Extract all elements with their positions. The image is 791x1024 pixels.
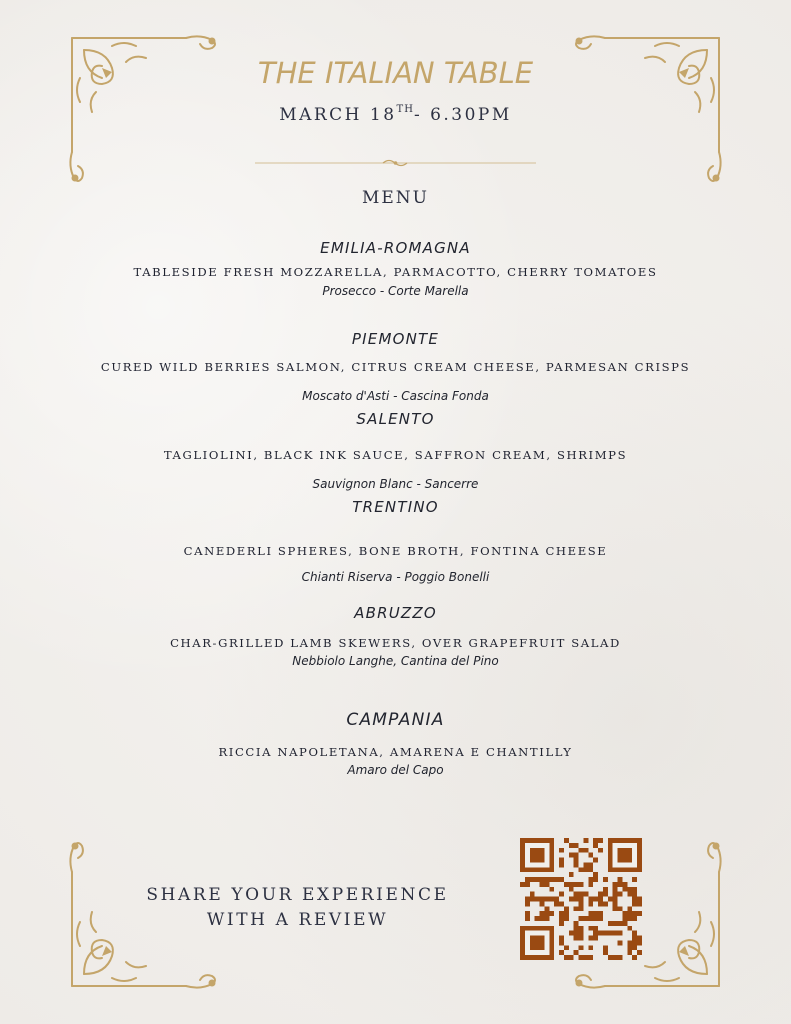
qr-module (627, 892, 632, 897)
qr-module (583, 892, 588, 897)
qr-module (583, 955, 588, 960)
qr-module (613, 882, 618, 887)
qr-module (583, 916, 588, 921)
qr-module (525, 897, 530, 902)
qr-module (544, 906, 549, 911)
qr-module (603, 945, 608, 950)
qr-module (622, 916, 627, 921)
qr-module (622, 911, 627, 916)
qr-module (632, 877, 637, 882)
qr-module (588, 877, 593, 882)
course-region: ABRUZZO (354, 604, 437, 622)
qr-module (583, 848, 588, 853)
qr-module (579, 906, 584, 911)
qr-module (569, 955, 574, 960)
qr-module (559, 936, 564, 941)
qr-module (632, 901, 637, 906)
qr-module (608, 931, 613, 936)
qr-module (608, 921, 613, 926)
qr-module (569, 872, 574, 877)
qr-module (603, 931, 608, 936)
qr-module (603, 901, 608, 906)
qr-module (627, 906, 632, 911)
qr-module (588, 916, 593, 921)
qr-module (549, 911, 554, 916)
qr-module (618, 892, 623, 897)
qr-module (637, 950, 642, 955)
qr-module (613, 955, 618, 960)
qr-module (583, 867, 588, 872)
qr-module (559, 940, 564, 945)
qr-module (637, 936, 642, 941)
qr-module (559, 877, 564, 882)
qr-module (613, 897, 618, 902)
qr-module (569, 843, 574, 848)
qr-module (603, 877, 608, 882)
qr-module (632, 931, 637, 936)
qr-module (559, 911, 564, 916)
qr-module (544, 911, 549, 916)
event-title: THE ITALIAN TABLE (257, 56, 534, 90)
qr-module (588, 911, 593, 916)
qr-module (549, 877, 554, 882)
qr-module (603, 950, 608, 955)
course-wine: Amaro del Capo (347, 763, 444, 777)
course-dish: RICCIA NAPOLETANA, AMARENA E CHANTILLY (218, 745, 573, 759)
qr-module (622, 882, 627, 887)
review-prompt (130, 883, 465, 933)
title-divider (255, 156, 536, 170)
qr-module (574, 882, 579, 887)
qr-module (525, 882, 530, 887)
qr-module (632, 887, 637, 892)
qr-module (535, 897, 540, 902)
qr-module (574, 853, 579, 858)
qr-module (564, 882, 569, 887)
qr-module (564, 911, 569, 916)
qr-module (525, 916, 530, 921)
qr-module (564, 838, 569, 843)
qr-module (598, 916, 603, 921)
qr-module (525, 877, 530, 882)
qr-module (525, 901, 530, 906)
qr-module (593, 916, 598, 921)
course-region: PIEMONTE (351, 330, 440, 348)
qr-module (593, 877, 598, 882)
qr-module (525, 911, 530, 916)
qr-module (618, 931, 623, 936)
qr-module (540, 916, 545, 921)
qr-module (569, 931, 574, 936)
qr-module (588, 897, 593, 902)
qr-module (554, 901, 559, 906)
qr-module (574, 926, 579, 931)
qr-module (540, 911, 545, 916)
qr-module (637, 911, 642, 916)
qr-module (613, 901, 618, 906)
qr-module (588, 945, 593, 950)
qr-module (618, 848, 633, 863)
qr-module (579, 926, 584, 931)
course-wine: Nebbiolo Langhe, Cantina del Pino (292, 654, 499, 668)
qr-module (564, 916, 569, 921)
qr-module (608, 897, 613, 902)
qr-module (579, 901, 584, 906)
course-dish: CHAR-GRILLED LAMB SKEWERS, OVER GRAPEFRUIT SALAD (170, 636, 621, 650)
qr-module (588, 853, 593, 858)
event-date (0, 104, 791, 125)
qr-module (588, 882, 593, 887)
qr-module (574, 931, 579, 936)
qr-module (598, 901, 603, 906)
qr-module (569, 882, 574, 887)
qr-module (598, 892, 603, 897)
qr-module (632, 892, 637, 897)
qr-module (579, 848, 584, 853)
qr-module (540, 882, 545, 887)
qr-module (579, 892, 584, 897)
qr-module (559, 858, 564, 863)
qr-module (627, 926, 632, 931)
qr-module (564, 945, 569, 950)
qr-module (627, 916, 632, 921)
qr-module (579, 936, 584, 941)
date-main: MARCH 18 (279, 105, 397, 125)
qr-module (632, 940, 637, 945)
qr-module (618, 940, 623, 945)
date-suffix: TH (396, 104, 414, 115)
qr-module (544, 882, 549, 887)
qr-module (569, 897, 574, 902)
course-wine: Chianti Riserva - Poggio Bonelli (301, 570, 490, 584)
qr-module (632, 955, 637, 960)
course-dish: CURED WILD BERRIES SALMON, CITRUS CREAM CHEESE, PARMESAN CRISPS (100, 360, 691, 374)
course-region: EMILIA-ROMAGNA (320, 239, 471, 257)
qr-module (593, 858, 598, 863)
qr-module (618, 882, 623, 887)
course-wine: Sauvignon Blanc - Sancerre (312, 477, 479, 491)
qr-module (579, 882, 584, 887)
qr-module (613, 921, 618, 926)
qr-module (627, 887, 632, 892)
qr-module (613, 892, 618, 897)
qr-module (579, 867, 584, 872)
qr-module (579, 916, 584, 921)
qr-module (637, 940, 642, 945)
qr-module (598, 911, 603, 916)
course-dish: CANEDERLI SPHERES, BONE BROTH, FONTINA CHEESE (183, 544, 608, 558)
qr-module (632, 916, 637, 921)
qr-module (627, 911, 632, 916)
qr-module (569, 853, 574, 858)
qr-module (593, 931, 598, 936)
qr-module (579, 931, 584, 936)
qr-module (583, 838, 588, 843)
course-wine: Prosecco - Corte Marella (322, 284, 469, 298)
qr-module (588, 901, 593, 906)
qr-module (637, 897, 642, 902)
qr-module (530, 936, 545, 951)
qr-module (559, 921, 564, 926)
qr-module (574, 862, 579, 867)
course-region: SALENTO (356, 410, 435, 428)
qr-module (574, 906, 579, 911)
qr-module (540, 897, 545, 902)
qr-module (593, 838, 598, 843)
qr-module (598, 931, 603, 936)
qr-module (588, 955, 593, 960)
course-dish: TABLESIDE FRESH MOZZARELLA, PARMACOTTO, CHERRY TOMATOES (133, 265, 658, 279)
qr-module (593, 897, 598, 902)
qr-module (579, 955, 584, 960)
qr-module (618, 877, 623, 882)
qr-module (603, 887, 608, 892)
qr-module (559, 901, 564, 906)
qr-module (549, 887, 554, 892)
qr-module (622, 887, 627, 892)
qr-module (632, 897, 637, 902)
qr-module (530, 897, 535, 902)
course-region: TRENTINO (352, 498, 439, 516)
qr-module (593, 872, 598, 877)
course-wine: Moscato d'Asti - Cascina Fonda (302, 389, 489, 403)
qr-module (627, 945, 632, 950)
qr-module (608, 955, 613, 960)
qr-module (559, 892, 564, 897)
qr-module (613, 931, 618, 936)
qr-module (618, 921, 623, 926)
qr-module (627, 950, 632, 955)
qr-module (613, 906, 618, 911)
qr-module (637, 901, 642, 906)
qr-module (520, 882, 525, 887)
qr-module (618, 906, 623, 911)
qr-module (574, 950, 579, 955)
qr-module (544, 897, 549, 902)
qr-module (579, 897, 584, 902)
qr-module (622, 921, 627, 926)
qr-module (569, 887, 574, 892)
qr-module (530, 892, 535, 897)
qr-module (530, 848, 545, 863)
qr-module (540, 877, 545, 882)
qr-module (593, 843, 598, 848)
date-time: - 6.30PM (413, 105, 512, 125)
qr-module (579, 945, 584, 950)
qr-module (535, 877, 540, 882)
qr-module (598, 848, 603, 853)
menu-heading: MENU (361, 188, 430, 208)
qr-module (554, 877, 559, 882)
qr-module (613, 887, 618, 892)
qr-module (588, 926, 593, 931)
qr-module (574, 858, 579, 863)
qr-code-icon[interactable] (520, 838, 642, 960)
qr-module (588, 867, 593, 872)
qr-module (549, 897, 554, 902)
qr-module (544, 916, 549, 921)
qr-module (593, 926, 598, 931)
qr-module (564, 906, 569, 911)
qr-module (588, 936, 593, 941)
qr-module (559, 916, 564, 921)
qr-module (564, 955, 569, 960)
qr-module (559, 950, 564, 955)
course-region: CAMPANIA (346, 710, 445, 730)
qr-module (559, 848, 564, 853)
qr-module (540, 901, 545, 906)
qr-module (535, 916, 540, 921)
review-line-1: SHARE YOUR EXPERIENCE (146, 885, 449, 905)
qr-module (574, 897, 579, 902)
qr-module (627, 940, 632, 945)
qr-module (598, 897, 603, 902)
qr-module (530, 877, 535, 882)
qr-module (554, 897, 559, 902)
qr-module (588, 862, 593, 867)
qr-module (598, 838, 603, 843)
qr-module (574, 936, 579, 941)
qr-module (632, 936, 637, 941)
qr-module (574, 843, 579, 848)
course-dish: TAGLIOLINI, BLACK INK SAUCE, SAFFRON CREAM, SHRIMPS (163, 448, 628, 462)
qr-module (632, 945, 637, 950)
qr-module (583, 862, 588, 867)
qr-module (593, 936, 598, 941)
qr-module (632, 911, 637, 916)
qr-module (559, 862, 564, 867)
qr-module (603, 892, 608, 897)
qr-module (618, 955, 623, 960)
qr-module (574, 892, 579, 897)
review-line-2: WITH A REVIEW (206, 910, 389, 930)
qr-module (574, 921, 579, 926)
qr-module (593, 911, 598, 916)
qr-module (544, 877, 549, 882)
